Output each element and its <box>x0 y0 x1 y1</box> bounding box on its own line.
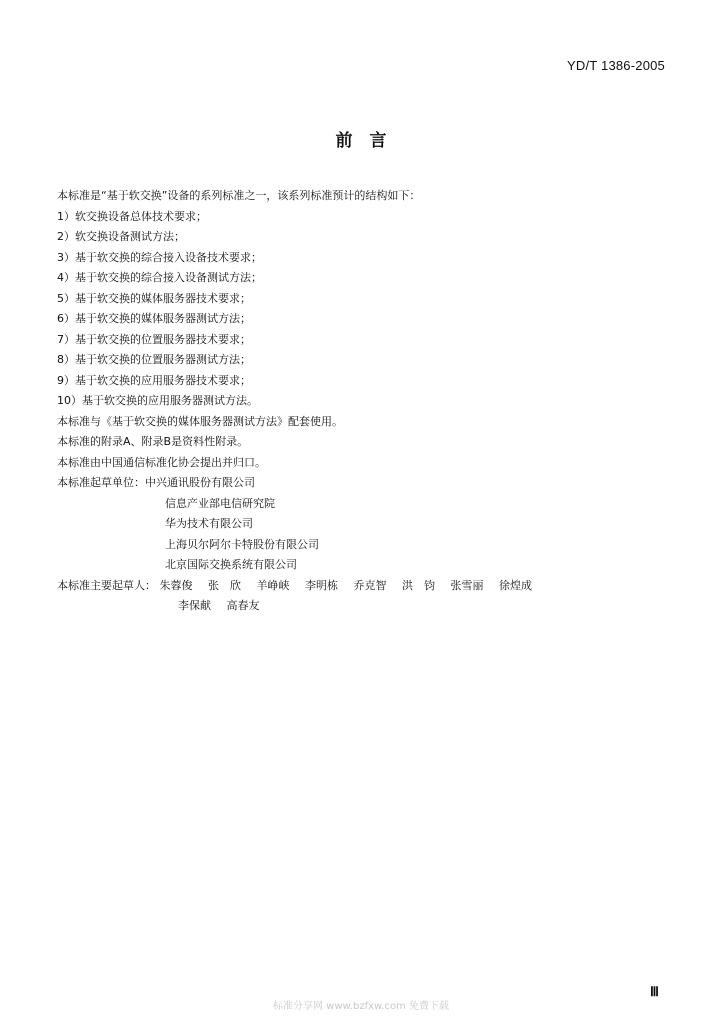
list-item: 4）基于软交换的综合接入设备测试方法； <box>57 271 262 284</box>
list-item: 9）基于软交换的应用服务器技术要求； <box>57 373 251 387</box>
list-item: 7）基于软交换的位置服务器技术要求； <box>57 332 251 346</box>
proposer-statement: 本标准由中国通信标准化协会提出并归口。 <box>57 455 266 469</box>
standard-number: YD/T 1386-2005 <box>567 58 665 73</box>
list-item: 1）软交换设备总体技术要求； <box>57 209 207 223</box>
drafter-name: 张 欣 <box>208 578 241 592</box>
watermark: 标准分享网 www.bzfxw.com 免费下载 <box>273 1001 449 1012</box>
drafter-name: 乔克智 <box>353 578 387 592</box>
drafter-name: 李明栋 <box>305 578 338 592</box>
drafting-unit: 上海贝尔阿尔卡特股份有限公司 <box>165 537 319 551</box>
appendix-statement: 本标准的附录A、附录B是资料性附录。 <box>57 435 249 448</box>
drafting-units-first <box>57 473 667 494</box>
page-title: 前 言 <box>335 131 387 151</box>
drafting-unit: 北京国际交换系统有限公司 <box>165 558 297 571</box>
list-item: 10）基于软交换的应用服务器测试方法。 <box>57 394 258 407</box>
drafting-unit: 信息产业部电信研究院 <box>165 496 275 510</box>
drafters-label: 本标准主要起草人： <box>57 578 156 592</box>
drafting-unit: 华为技术有限公司 <box>165 517 253 530</box>
preface-body <box>57 186 667 617</box>
drafter-name: 洪 钧 <box>402 578 435 592</box>
list-item: 8）基于软交换的位置服务器测试方法； <box>57 353 251 366</box>
drafting-units-label: 本标准起草单位： <box>57 476 145 489</box>
intro-paragraph: 本标准是“基于软交换”设备的系列标准之一，该系列标准预计的结构如下： <box>57 189 421 202</box>
drafter-name: 徐煌成 <box>499 578 532 592</box>
list-item: 5）基于软交换的媒体服务器技术要求； <box>57 291 251 305</box>
list-item: 3）基于软交换的综合接入设备技术要求； <box>57 250 262 264</box>
list-item: 6）基于软交换的媒体服务器测试方法； <box>57 312 251 325</box>
list-item: 2）软交换设备测试方法； <box>57 230 185 243</box>
series-list <box>57 207 667 412</box>
drafter-name: 朱蓉俊 <box>159 578 193 592</box>
drafter-name: 高春友 <box>226 599 260 612</box>
drafter-name: 李保献 <box>178 599 211 612</box>
usage-statement: 本标准与《基于软交换的媒体服务器测试方法》配套使用。 <box>57 414 343 428</box>
drafter-name: 张雪丽 <box>450 578 484 592</box>
drafting-unit: 中兴通讯股份有限公司 <box>145 476 255 489</box>
drafters-row <box>57 576 667 597</box>
page-number: Ⅲ <box>650 984 659 999</box>
drafter-name: 羊峥峡 <box>256 578 290 592</box>
drafters-row <box>57 596 667 617</box>
